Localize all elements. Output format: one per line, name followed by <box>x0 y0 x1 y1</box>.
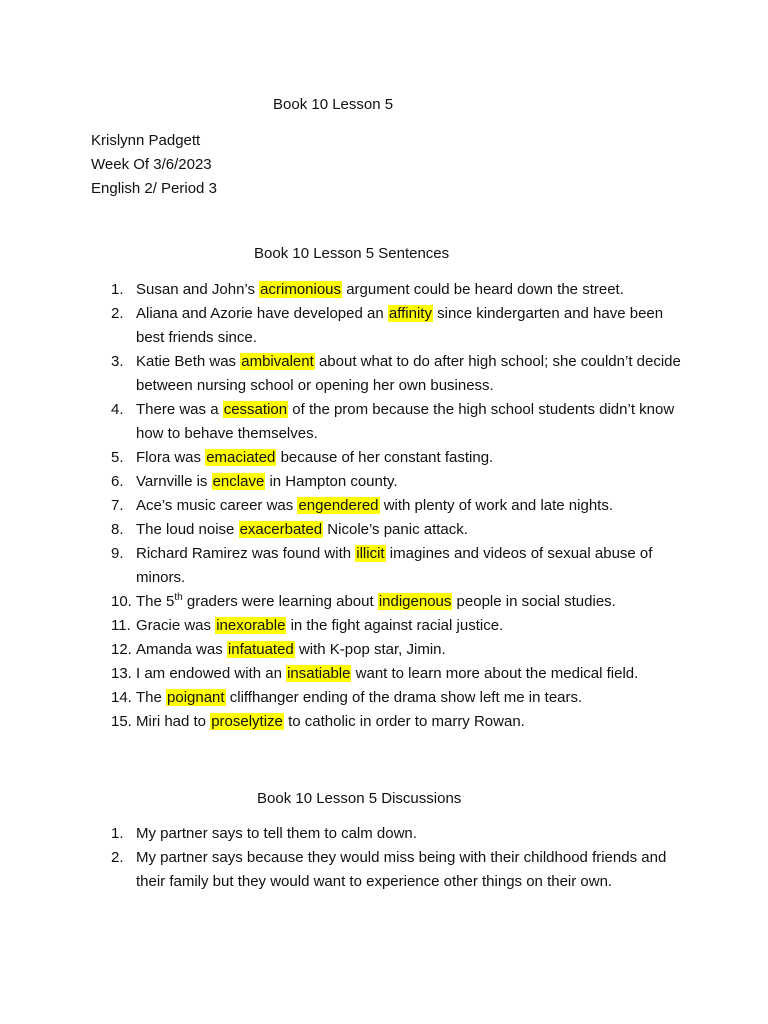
class-period: English 2/ Period 3 <box>91 180 217 197</box>
sentence-text: because of her constant fasting. <box>276 449 494 466</box>
sentence-text: cliffhanger ending of the drama show left me in tears. <box>225 689 583 706</box>
sentence-item <box>111 278 686 302</box>
sentence-item <box>111 302 686 350</box>
sentence-text: Ace’s music career was <box>136 497 298 514</box>
vocab-highlight: engendered <box>298 497 379 514</box>
discussion-item <box>111 846 686 894</box>
sentence-item <box>111 350 686 398</box>
vocab-highlight: ambivalent <box>241 353 314 370</box>
sentence-item <box>111 590 686 614</box>
list-number: 11. <box>111 617 131 634</box>
sentence-item <box>111 542 686 590</box>
sentence-item <box>111 494 686 518</box>
list-number: 1. <box>111 825 124 842</box>
discussion-item <box>111 822 686 846</box>
vocab-highlight: emaciated <box>206 449 276 466</box>
vocab-highlight: inexorable <box>216 617 286 634</box>
sentence-text: Gracie was <box>136 617 216 634</box>
sentence-item <box>111 686 686 710</box>
discussion-text: My partner says to tell them to calm down. <box>136 825 417 842</box>
sentence-text: people in social studies. <box>452 593 616 610</box>
list-number: 1. <box>111 281 124 298</box>
sentence-text: imagines and videos of sexual abuse of minors. <box>136 545 653 586</box>
sentence-text: about what to do after high school; she couldn’t decide between nursing school or opening her own business. <box>136 353 681 394</box>
sentence-text: Amanda was <box>136 641 227 658</box>
sentence-item <box>111 662 686 686</box>
sentence-text: I am endowed with an <box>136 665 287 682</box>
list-number: 5. <box>111 449 124 466</box>
discussions-section-title: Book 10 Lesson 5 Discussions <box>257 790 462 807</box>
sentence-text: Flora was <box>136 449 206 466</box>
vocab-highlight: poignant <box>167 689 225 706</box>
sentence-text: Richard Ramirez was found with <box>136 545 356 562</box>
sentence-text: of the prom because the high school students didn’t know how to behave themselves. <box>136 401 675 442</box>
vocab-highlight: proselytize <box>211 713 283 730</box>
sentence-text: Miri had to <box>136 713 211 730</box>
sentence-item <box>111 710 686 734</box>
sentence-text: Varnville is <box>136 473 212 490</box>
vocab-highlight: affinity <box>388 305 432 322</box>
sentence-text: in the fight against racial justice. <box>286 617 504 634</box>
sentence-text: There was a <box>136 401 223 418</box>
list-number: 13. <box>111 665 132 682</box>
week-label: Week Of 3/6/2023 <box>91 156 212 173</box>
list-number: 12. <box>111 641 132 658</box>
vocab-highlight: infatuated <box>227 641 294 658</box>
vocab-highlight: acrimonious <box>260 281 342 298</box>
sentence-text: The loud noise <box>136 521 239 538</box>
list-number: 2. <box>111 305 124 322</box>
list-number: 8. <box>111 521 124 538</box>
vocab-highlight: exacerbated <box>239 521 323 538</box>
sentences-section-title: Book 10 Lesson 5 Sentences <box>254 245 450 262</box>
document-title: Book 10 Lesson 5 <box>273 96 394 113</box>
student-name: Krislynn Padgett <box>91 132 201 149</box>
list-number: 9. <box>111 545 124 562</box>
sentence-text: want to learn more about the medical field. <box>351 665 639 682</box>
sentences-list <box>111 278 686 734</box>
sentence-text: Katie Beth was <box>136 353 241 370</box>
sentence-text: Aliana and Azorie have developed an <box>136 305 388 322</box>
list-number: 7. <box>111 497 124 514</box>
sentence-item <box>111 518 686 542</box>
ordinal-superscript: th <box>174 592 183 603</box>
sentence-text: since kindergarten and have been best friends since. <box>136 305 664 346</box>
list-number: 2. <box>111 849 124 866</box>
vocab-highlight: enclave <box>212 473 265 490</box>
sentence-item <box>111 470 686 494</box>
vocab-highlight: insatiable <box>287 665 351 682</box>
sentence-text: Susan and John’s <box>136 281 260 298</box>
list-number: 6. <box>111 473 124 490</box>
list-number: 10. <box>111 593 132 610</box>
discussion-text: My partner says because they would miss being with their childhood friends and their family but they would want to experience other things on their own. <box>136 849 667 890</box>
sentence-item <box>111 446 686 470</box>
sentence-text: to catholic in order to marry Rowan. <box>283 713 525 730</box>
sentence-text: Nicole’s panic attack. <box>323 521 468 538</box>
list-number: 14. <box>111 689 132 706</box>
sentence-item <box>111 638 686 662</box>
list-number: 3. <box>111 353 124 370</box>
sentence-text: argument could be heard down the street. <box>342 281 624 298</box>
sentence-item <box>111 614 686 638</box>
sentence-text: in Hampton county. <box>265 473 398 490</box>
discussions-list <box>111 822 686 894</box>
vocab-highlight: indigenous <box>378 593 452 610</box>
vocab-highlight: illicit <box>356 545 385 562</box>
list-number: 15. <box>111 713 132 730</box>
sentence-text: with plenty of work and late nights. <box>379 497 613 514</box>
sentence-item <box>111 398 686 446</box>
sentence-text: with K-pop star, Jimin. <box>294 641 446 658</box>
sentence-text: The 5 <box>136 593 175 610</box>
vocab-highlight: cessation <box>223 401 288 418</box>
student-info <box>91 129 217 201</box>
sentence-text: graders were learning about <box>182 593 378 610</box>
sentence-text: The <box>136 689 167 706</box>
list-number: 4. <box>111 401 124 418</box>
